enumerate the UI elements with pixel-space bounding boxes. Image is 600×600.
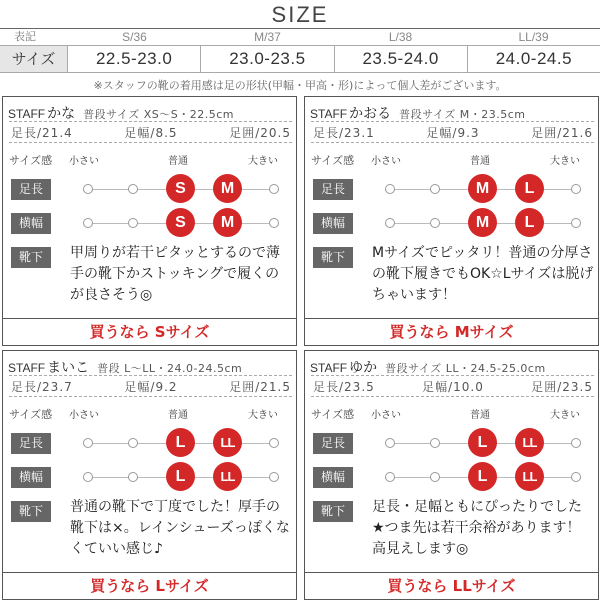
size-marker: M [213,174,242,203]
size-range-value: 23.0-23.5 [201,46,334,72]
scale-normal-label: 普通 [470,156,490,167]
row-label-socks: 靴下 [313,501,353,522]
scale-small-label: 小さい [371,156,401,167]
row-label-width: 横幅 [313,213,353,234]
scale-tick [385,184,395,194]
size-marker: LL [213,462,242,491]
scale-tick [83,218,93,228]
foot-width: 足幅/9.3 [426,126,480,140]
size-verdict: 買うなら Sサイズ [3,318,296,345]
staff-label: STAFF [310,107,348,121]
fit-row-length [305,177,600,201]
foot-width: 足幅/10.0 [422,380,484,394]
foot-girth: 足囲/21.5 [229,380,291,394]
staff-comment: 普通の靴下で丁度でした！厚手の靴下は×。レインシューズっぽくなくていい感じ♪ [70,499,290,557]
row-label-length: 足長 [313,179,353,200]
size-verdict: 買うなら Lサイズ [3,572,296,599]
size-marker: M [468,174,497,203]
row-label-length: 足長 [313,433,353,454]
scale-tick [128,218,138,228]
staff-card [304,350,599,600]
scale-small-label: 小さい [371,410,401,421]
scale-tick [128,438,138,448]
size-marker: M [213,208,242,237]
staff-name: かな [47,106,76,122]
scale-large-label: 大きい [248,410,278,421]
divider [9,396,292,397]
divider [9,142,292,143]
row-label-width: 横幅 [11,213,51,234]
foot-length: 足長/23.5 [313,380,375,394]
scale-small-label: 小さい [69,410,99,421]
size-column-label: L/38 [388,30,413,44]
scale-tick [571,472,581,482]
fit-row-width [305,211,600,235]
scale-tick [269,184,279,194]
scale-tick [571,438,581,448]
scale-tick [83,184,93,194]
staff-name: かおる [349,106,392,122]
scale-tick [269,472,279,482]
foot-length: 足長/23.7 [11,380,73,394]
staff-name: ゆか [349,360,378,376]
staff-header [8,103,293,121]
staff-usual-size: 普段サイズ M・23.5cm [399,108,526,121]
scale-tick [83,438,93,448]
size-table [0,29,600,75]
scale-tick [430,218,440,228]
scale-title: サイズ感 [311,408,355,421]
scale-tick [385,438,395,448]
size-marker: L [166,428,195,457]
staff-comment: Mサイズでピッタリ！普通の分厚さの靴下履きでもOK☆Lサイズは脱げちゃいます！ [372,245,594,303]
foot-measurements [11,124,291,141]
scale-tick [385,472,395,482]
fit-row-width [3,465,298,489]
foot-width: 足幅/9.2 [124,380,178,394]
foot-girth: 足囲/23.5 [531,380,593,394]
row-label-socks: 靴下 [313,247,353,268]
scale-header [305,150,600,166]
staff-usual-size: 普段 L〜LL・24.0-24.5cm [97,362,243,375]
scale-title: サイズ感 [311,154,355,167]
scale-tick [385,218,395,228]
scale-large-label: 大きい [550,410,580,421]
foot-measurements [11,378,291,395]
size-verdict: 買うなら Mサイズ [305,318,598,345]
scale-tick [128,472,138,482]
scale-tick [269,438,279,448]
divider [311,142,594,143]
scale-large-label: 大きい [550,156,580,167]
foot-width: 足幅/8.5 [124,126,178,140]
scale-tick [571,184,581,194]
staff-card [2,96,297,346]
scale-normal-label: 普通 [470,410,490,421]
fit-row-width [305,465,600,489]
size-marker: L [468,428,497,457]
fit-row-length [305,431,600,455]
foot-measurements [313,124,593,141]
size-marker: L [468,462,497,491]
size-column-label: LL/39 [518,30,549,44]
row-label-width: 横幅 [313,467,353,488]
size-range-value: 22.5-23.0 [68,46,201,72]
scale-tick [430,184,440,194]
staff-usual-size: 普段サイズ LL・24.5-25.0cm [385,362,546,375]
size-marker: S [166,208,195,237]
staff-comment: 足長・足幅ともにぴったりでした★つま先は若干余裕があります！高見えします◎ [372,499,582,557]
staff-label: STAFF [8,107,46,121]
divider [311,121,594,122]
fit-row-length [3,177,298,201]
scale-normal-label: 普通 [168,156,188,167]
row-label-socks: 靴下 [11,247,51,268]
size-verdict: 買うなら LLサイズ [305,572,598,599]
foot-girth: 足囲/20.5 [229,126,291,140]
staff-header [310,103,595,121]
fit-row-length [3,431,298,455]
foot-length: 足長/21.4 [11,126,73,140]
size-column-label: S/36 [122,30,147,44]
staff-label: STAFF [8,361,46,375]
size-marker: LL [213,428,242,457]
row-label-width: 横幅 [11,467,51,488]
scale-tick [83,472,93,482]
scale-tick [571,218,581,228]
staff-name: まいこ [47,360,90,376]
size-marker: M [468,208,497,237]
scale-large-label: 大きい [248,156,278,167]
staff-header [8,357,293,375]
staff-card [2,350,297,600]
divider [311,396,594,397]
foot-measurements [313,378,593,395]
scale-title: サイズ感 [9,154,53,167]
size-row-label: サイズ [0,46,68,72]
fit-row-width [3,211,298,235]
scale-small-label: 小さい [69,156,99,167]
size-marker: L [166,462,195,491]
page-title: SIZE [271,2,329,27]
row-label-length: 足長 [11,179,51,200]
scale-header [3,150,298,166]
divider [311,375,594,376]
divider [9,375,292,376]
row-label-socks: 靴下 [11,501,51,522]
staff-header [310,357,595,375]
staff-label: STAFF [310,361,348,375]
size-marker: L [515,208,544,237]
scale-header [3,404,298,420]
size-marker: LL [515,462,544,491]
scale-title: サイズ感 [9,408,53,421]
size-range-value: 24.0-24.5 [495,49,573,68]
row-label-length: 足長 [11,433,51,454]
staff-comment: 甲周りが若干ピタッとするので薄手の靴下かストッキングで履くのが良さそう◎ [70,245,280,303]
size-column-label: M/37 [254,30,281,44]
scale-tick [430,472,440,482]
divider [9,121,292,122]
staff-card [304,96,599,346]
scale-tick [128,184,138,194]
size-table-values [0,45,600,73]
scale-normal-label: 普通 [168,410,188,421]
size-marker: L [515,174,544,203]
scale-tick [430,438,440,448]
size-range-value: 23.5-24.0 [335,46,468,72]
fit-disclaimer: ※スタッフの靴の着用感は足の形状(甲幅・甲高・形)によって個人差がございます。 [93,79,507,92]
size-marker: LL [515,428,544,457]
scale-header [305,404,600,420]
header-label: 表記 [14,30,36,43]
size-marker: S [166,174,195,203]
size-table-header [0,29,600,45]
scale-tick [269,218,279,228]
staff-usual-size: 普段サイズ XS〜S・22.5cm [83,108,234,121]
foot-length: 足長/23.1 [313,126,375,140]
foot-girth: 足囲/21.6 [531,126,593,140]
